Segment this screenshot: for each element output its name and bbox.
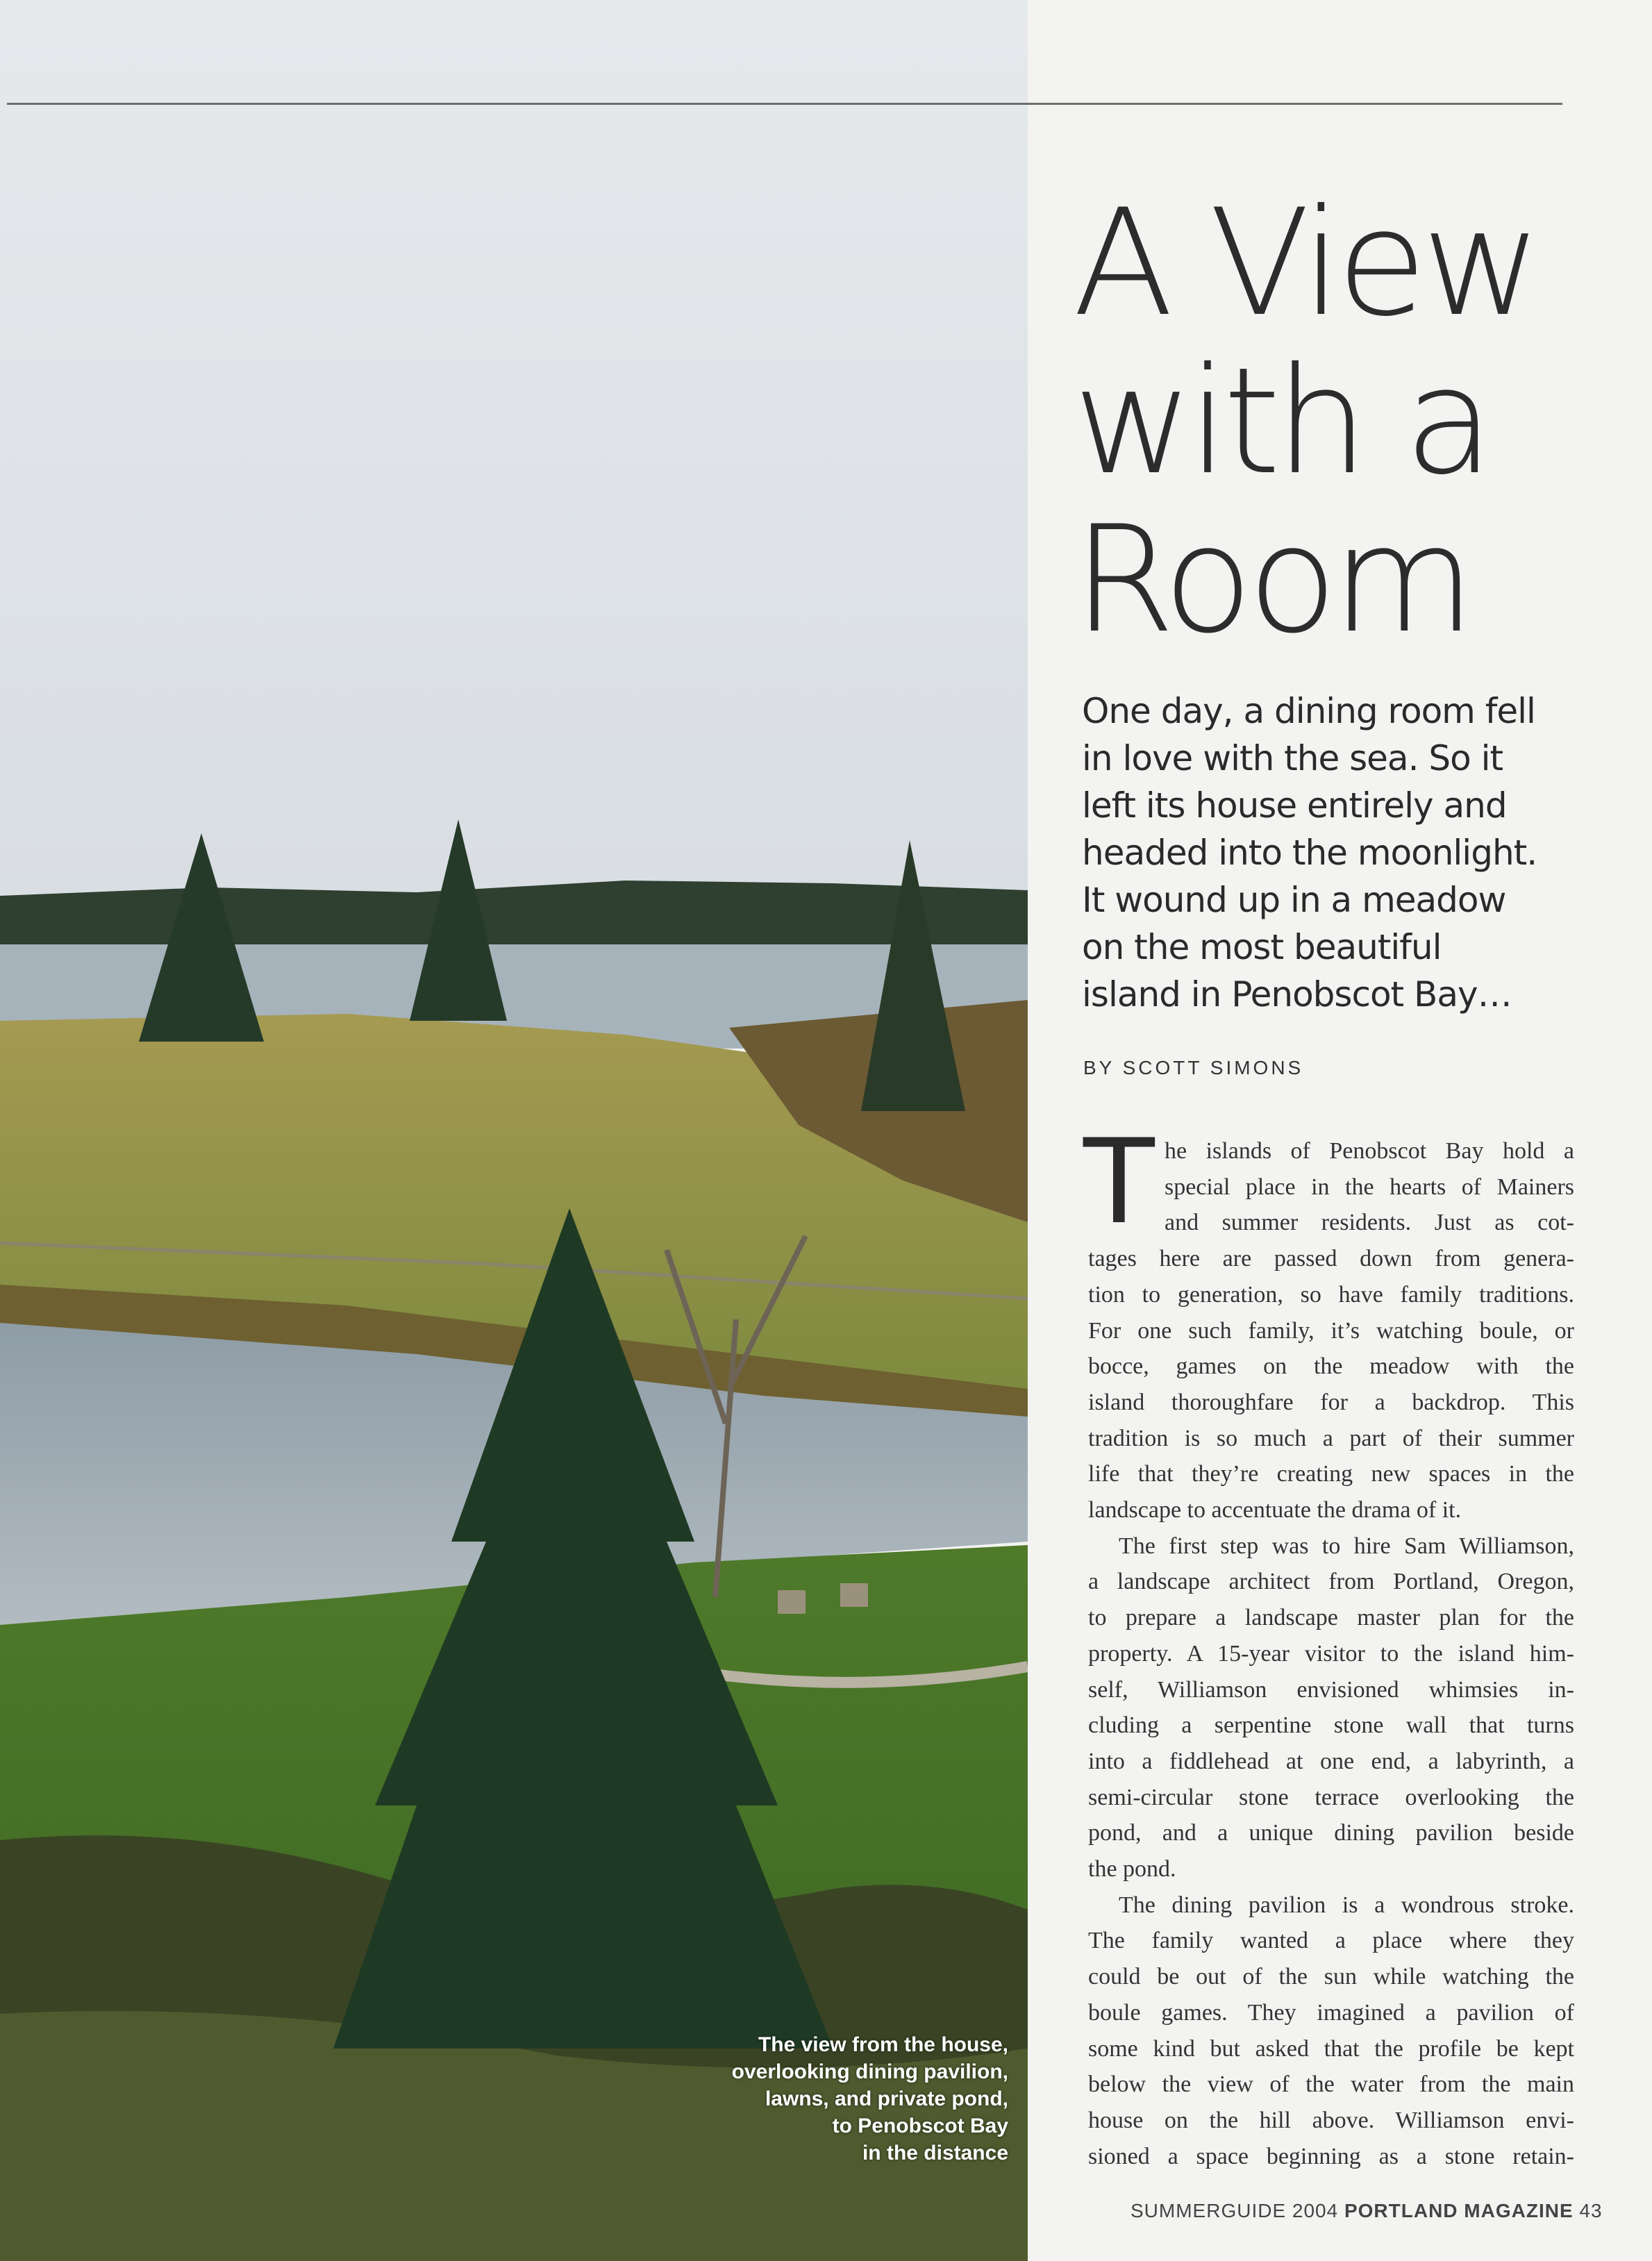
body-line: property. A 15-year visitor to the island him- — [1088, 1640, 1574, 1667]
headline-line: with a — [1073, 335, 1490, 507]
body-line: The dining pavilion is a wondrous stroke. — [1119, 1892, 1574, 1918]
folio-magazine: PORTLAND MAGAZINE — [1344, 2200, 1574, 2221]
body-line: landscape to accentuate the drama of it. — [1088, 1497, 1462, 1524]
caption-line: in the distance — [862, 2142, 1008, 2164]
page-folio — [1130, 2200, 1603, 2222]
page-number: 43 — [1579, 2200, 1603, 2221]
body-line: a landscape architect from Portland, Oregon, — [1088, 1569, 1574, 1595]
body-line: tages here are passed down from genera- — [1088, 1246, 1574, 1272]
body-line: sioned a space beginning as a stone retain- — [1088, 2143, 1574, 2169]
dek-line: It wound up in a meadow — [1082, 880, 1506, 920]
body-line: into a fiddlehead at one end, a labyrinth, a — [1088, 1748, 1574, 1774]
body-line: tion to generation, so have family traditions. — [1088, 1281, 1574, 1308]
headline-line: A View — [1073, 177, 1537, 349]
top-rule — [7, 103, 1562, 105]
body-line: pond, and a unique dining pavilion beside — [1088, 1820, 1574, 1846]
body-line: bocce, games on the meadow with the — [1088, 1353, 1574, 1380]
body-line: semi-circular stone terrace overlooking the — [1088, 1784, 1574, 1810]
body-line: cluding a serpentine stone wall that turns — [1088, 1712, 1574, 1739]
dek-line: One day, a dining room fell — [1082, 691, 1535, 731]
body-line: below the view of the water from the main — [1088, 2071, 1574, 2098]
body-line: tradition is so much a part of their summer — [1088, 1425, 1574, 1451]
dek-line: left its house entirely and — [1082, 785, 1507, 826]
dek-line: headed into the moonlight. — [1082, 833, 1537, 873]
body-line: some kind but asked that the profile be kept — [1088, 2035, 1574, 2062]
body-line: house on the hill above. Williamson envi- — [1088, 2107, 1574, 2133]
caption-line: The view from the house, — [758, 2033, 1008, 2056]
dek-line: in love with the sea. So it — [1082, 738, 1503, 778]
caption-line: to Penobscot Bay — [832, 2114, 1008, 2137]
drop-cap: T — [1083, 1114, 1155, 1250]
article-headline — [1073, 177, 1628, 665]
dek-line: on the most beautiful — [1082, 927, 1442, 967]
body-line: to prepare a landscape master plan for the — [1088, 1605, 1574, 1631]
caption-line: overlooking dining pavilion, — [731, 2060, 1008, 2083]
body-line: The family wanted a place where they — [1088, 1928, 1574, 1954]
body-line: and summer residents. Just as cot- — [1165, 1210, 1574, 1236]
body-line: boule games. They imagined a pavilion of — [1088, 1999, 1574, 2026]
article-body — [1088, 1133, 1574, 2174]
body-line: the pond. — [1088, 1856, 1176, 1883]
dek-line: island in Penobscot Bay… — [1082, 974, 1512, 1015]
body-line: The first step was to hire Sam Williamson, — [1119, 1533, 1574, 1559]
folio-issue: SUMMERGUIDE 2004 — [1130, 2200, 1339, 2221]
body-line: For one such family, it’s watching boule, or — [1088, 1317, 1574, 1344]
body-line: self, Williamson envisioned whimsies in- — [1088, 1676, 1574, 1703]
body-line: life that they’re creating new spaces in the — [1088, 1461, 1574, 1487]
article-dek — [1082, 687, 1582, 1018]
headline-line: Room — [1073, 494, 1470, 665]
caption-line: lawns, and private pond, — [765, 2087, 1008, 2110]
body-line: special place in the hearts of Mainers — [1165, 1174, 1574, 1200]
photo-caption — [694, 2031, 1008, 2167]
body-line: could be out of the sun while watching the — [1088, 1964, 1574, 1990]
body-line: island thoroughfare for a backdrop. This — [1088, 1389, 1574, 1415]
byline: BY SCOTT SIMONS — [1083, 1057, 1304, 1078]
body-line: he islands of Penobscot Bay hold a — [1165, 1138, 1574, 1164]
